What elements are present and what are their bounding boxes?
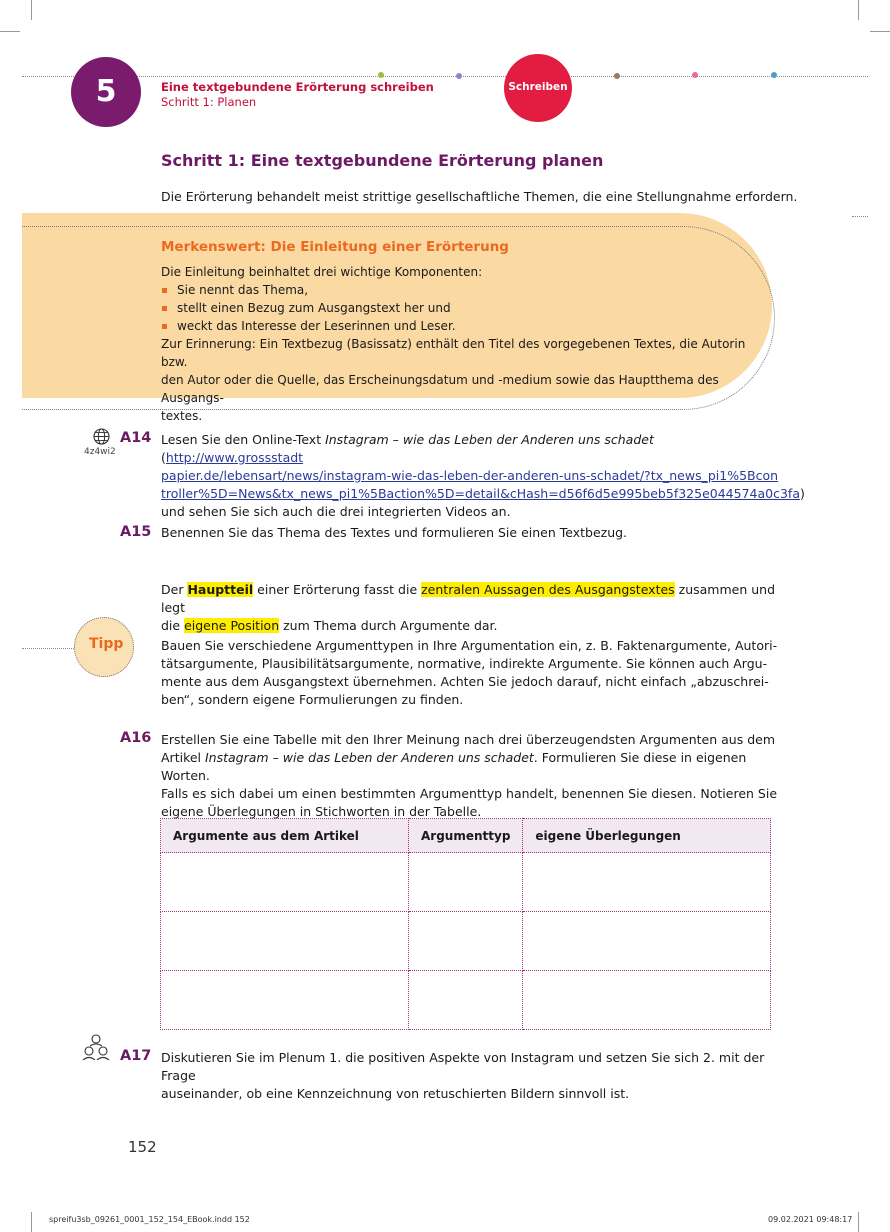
chapter-subtitle: Schritt 1: Planen bbox=[161, 95, 257, 109]
table-header-row bbox=[161, 819, 771, 853]
header-rule bbox=[22, 76, 868, 77]
table-cell[interactable] bbox=[523, 853, 771, 912]
header-bead bbox=[614, 73, 620, 79]
tipp-line: Bauen Sie verschiedene Argumenttypen in Ihre Argumentation ein, z. B. Faktenargumente, Autori- bbox=[161, 638, 778, 653]
a16-article-title: Instagram – wie das Leben der Anderen uns schadet bbox=[205, 750, 534, 765]
task-label-a15: A15 bbox=[120, 524, 152, 540]
hauptteil-segment: die bbox=[161, 618, 185, 633]
tipp-line: tätsargumente, Plausibilitätsargumente, normative, indirekte Argumente. Sie können auch Argu- bbox=[161, 656, 768, 671]
highlight-aussagen: zentralen Aussagen des Ausgangstextes bbox=[421, 582, 675, 597]
a16-line: Erstellen Sie eine Tabelle mit den Ihrer Meinung nach drei überzeugendsten Argumenten aus dem bbox=[161, 732, 776, 747]
tipp-label: Tipp bbox=[89, 636, 124, 652]
a14-paren: ) bbox=[800, 486, 805, 501]
table-cell[interactable] bbox=[409, 912, 523, 971]
header-bead bbox=[456, 73, 462, 79]
a14-url-link[interactable]: troller%5D=News&tx_news_pi1%5Baction%5D=detail&cHash=d56f6d5e995beb5f325e044574a0c3fa bbox=[161, 486, 800, 501]
table-cell[interactable] bbox=[409, 853, 523, 912]
chapter-title: Eine textgebundene Erörterung schreiben bbox=[161, 80, 434, 94]
a16-segment: Artikel bbox=[161, 750, 205, 765]
table-cell[interactable] bbox=[161, 912, 409, 971]
hauptteil-segment: zum Thema durch Argumente dar. bbox=[279, 618, 498, 633]
merkenswert-bullet: Sie nennt das Thema, bbox=[161, 281, 761, 299]
merkenswert-text bbox=[161, 263, 761, 425]
intro-text: Die Erörterung behandelt meist strittige gesellschaftliche Themen, die eine Stellungnahme erfordern. bbox=[161, 189, 798, 204]
a14-url-link[interactable]: papier.de/lebensart/news/instagram-wie-das-leben-der-anderen-uns-schadet/?tx_news_pi1%5Bcon bbox=[161, 468, 779, 483]
crop-mark bbox=[858, 0, 859, 20]
margin-mark bbox=[852, 216, 868, 217]
a14-text-start: Lesen Sie den Online-Text bbox=[161, 432, 326, 447]
argument-table bbox=[160, 818, 771, 1030]
crop-mark bbox=[31, 0, 32, 20]
a15-text: Benennen Sie das Thema des Textes und formulieren Sie einen Textbezug. bbox=[161, 525, 628, 540]
merkenswert-intro: Die Einleitung beinhaltet drei wichtige Komponenten: bbox=[161, 265, 483, 279]
merkenswert-bullet: weckt das Interesse der Leserinnen und Leser. bbox=[161, 317, 761, 335]
table-row bbox=[161, 912, 771, 971]
a17-line: Diskutieren Sie im Plenum 1. die positiven Aspekte von Instagram und setzen Sie sich 2. mit der Frage bbox=[161, 1050, 765, 1083]
crop-mark bbox=[0, 31, 20, 32]
group-discussion-icon bbox=[81, 1033, 111, 1063]
online-code[interactable]: 4z4wi2 bbox=[84, 447, 116, 457]
tipp-line: ben“, sondern eigene Formulierungen zu finden. bbox=[161, 692, 464, 707]
crop-mark bbox=[31, 1212, 32, 1232]
a17-text bbox=[161, 1049, 781, 1103]
page-title: Schritt 1: Eine textgebundene Erörterung planen bbox=[161, 151, 604, 170]
crop-mark bbox=[858, 1212, 859, 1232]
hauptteil-text bbox=[161, 581, 781, 635]
tipp-line: mente aus dem Ausgangstext übernehmen. Achten Sie jedoch darauf, nicht einfach „abzuschrei- bbox=[161, 674, 769, 689]
merkenswert-bullet: stellt einen Bezug zum Ausgangstext her und bbox=[161, 299, 761, 317]
globe-icon[interactable] bbox=[93, 428, 110, 445]
highlight-position: eigene Position bbox=[184, 618, 280, 633]
merkenswert-title: Merkenswert: Die Einleitung einer Erörterung bbox=[161, 239, 509, 255]
footer-file: spreifu3sb_09261_0001_152_154_EBook.indd 152 bbox=[49, 1215, 250, 1224]
a16-line: eigene Überlegungen in Stichworten in der Tabelle. bbox=[161, 804, 482, 819]
a14-url-link[interactable]: http://www.grossstadt bbox=[165, 450, 304, 465]
header-bead bbox=[378, 72, 384, 78]
table-row bbox=[161, 853, 771, 912]
header-bead bbox=[692, 72, 698, 78]
merkenswert-note-line: textes. bbox=[161, 409, 203, 423]
table-cell[interactable] bbox=[161, 971, 409, 1030]
footer-date: 09.02.2021 09:48:17 bbox=[768, 1215, 853, 1224]
a14-line: und sehen Sie sich auch die drei integrierten Videos an. bbox=[161, 504, 511, 519]
merkenswert-note-line: Zur Erinnerung: Ein Textbezug (Basissatz) enthält den Titel des vorgegebenen Textes, die Autorin bzw. bbox=[161, 337, 746, 369]
table-header: Argumenttyp bbox=[409, 819, 523, 853]
a16-segment: . Formulieren Sie diese in eigenen Worten. bbox=[161, 750, 747, 783]
tipp-text bbox=[161, 637, 781, 709]
crop-mark bbox=[870, 31, 890, 32]
hauptteil-segment: einer Erörterung fasst die bbox=[253, 582, 422, 597]
chapter-number: 5 bbox=[71, 57, 141, 127]
table-row bbox=[161, 971, 771, 1030]
merkenswert-note-line: den Autor oder die Quelle, das Erscheinungsdatum und -medium sowie das Hauptthema des Ausgangs- bbox=[161, 373, 719, 405]
table-cell[interactable] bbox=[523, 971, 771, 1030]
a17-line: auseinander, ob eine Kennzeichnung von retuschierten Bildern sinnvoll ist. bbox=[161, 1086, 630, 1101]
tipp-rule bbox=[22, 648, 74, 649]
hauptteil-segment: zusammen und legt bbox=[161, 582, 776, 615]
task-label-a16: A16 bbox=[120, 730, 152, 746]
a14-text bbox=[161, 431, 805, 521]
table-cell[interactable] bbox=[161, 853, 409, 912]
highlight-hauptteil: Hauptteil bbox=[187, 582, 254, 597]
table-cell[interactable] bbox=[523, 912, 771, 971]
table-cell[interactable] bbox=[409, 971, 523, 1030]
a16-text bbox=[161, 731, 781, 821]
a14-paren: ( bbox=[161, 450, 166, 465]
a16-line: Falls es sich dabei um einen bestimmten Argumenttyp handelt, benennen Sie diesen. Notieren Sie bbox=[161, 786, 778, 801]
task-label-a17: A17 bbox=[120, 1048, 152, 1064]
header-bead bbox=[771, 72, 777, 78]
section-badge: Schreiben bbox=[504, 54, 572, 122]
table-header: Argumente aus dem Artikel bbox=[161, 819, 409, 853]
a14-article-title: Instagram – wie das Leben der Anderen uns schadet bbox=[325, 432, 654, 447]
hauptteil-segment: Der bbox=[161, 582, 188, 597]
page-number: 152 bbox=[128, 1138, 157, 1156]
task-label-a14: A14 bbox=[120, 430, 152, 446]
table-header: eigene Überlegungen bbox=[523, 819, 771, 853]
